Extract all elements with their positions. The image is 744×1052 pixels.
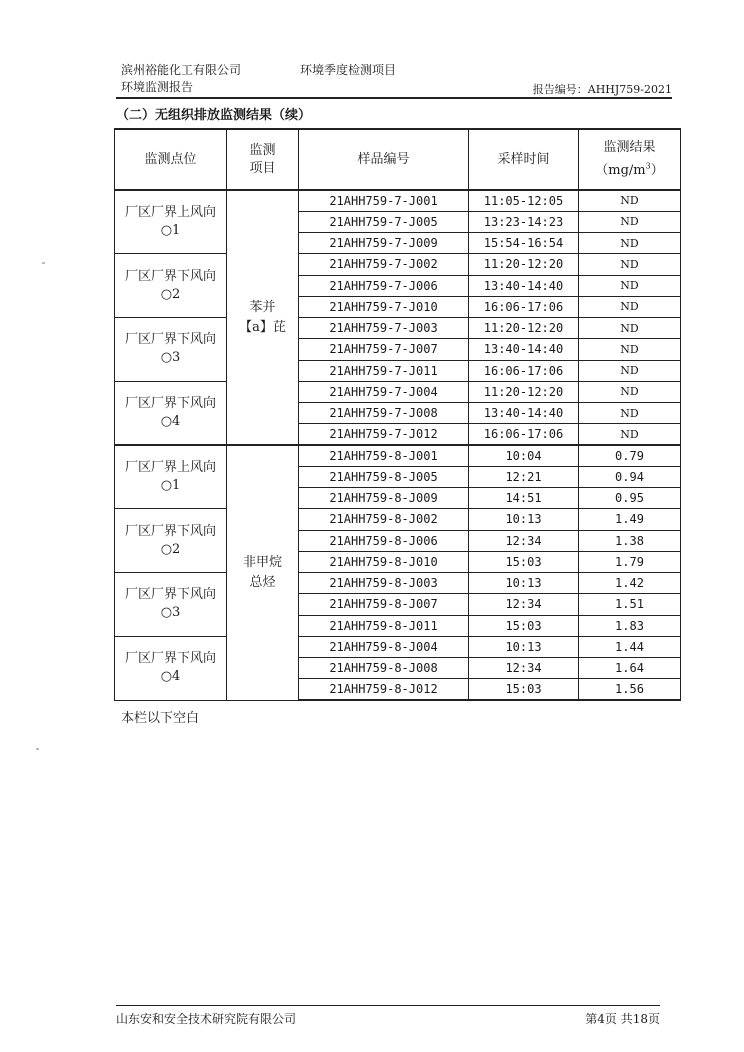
report-number: 报告编号：AHHJ759-2021 <box>532 83 672 96</box>
result-value: ND <box>579 318 681 339</box>
sampling-time: 10:13 <box>469 573 579 594</box>
sample-number: 21AHH759-7-J001 <box>299 190 469 211</box>
scan-speck <box>36 748 39 750</box>
header-sampling-time: 采样时间 <box>469 129 579 190</box>
sampling-time: 13:23-14:23 <box>469 211 579 232</box>
table-row <box>115 636 681 657</box>
result-value: 0.79 <box>579 445 681 466</box>
monitoring-point: 厂区厂界下风向○3 <box>115 573 227 637</box>
footer-organization: 山东安和安全技术研究院有限公司 <box>116 1012 297 1026</box>
result-value: 1.51 <box>579 594 681 615</box>
sample-number: 21AHH759-8-J009 <box>299 488 469 509</box>
result-value: 1.38 <box>579 530 681 551</box>
result-value: 1.49 <box>579 509 681 530</box>
result-value: ND <box>579 360 681 381</box>
sample-number: 21AHH759-8-J011 <box>299 615 469 636</box>
header-result-unit: $(mg/m^3)$ <box>595 161 664 178</box>
section-title: （二）无组织排放监测结果（续） <box>116 108 312 123</box>
monitoring-point: 厂区厂界下风向○2 <box>115 509 227 573</box>
result-value: ND <box>579 403 681 424</box>
report-type: 环境监测报告 <box>121 80 194 94</box>
table-row <box>115 318 681 339</box>
result-value: ND <box>579 211 681 232</box>
result-value: 1.42 <box>579 573 681 594</box>
result-value: ND <box>579 381 681 402</box>
sampling-time: 12:34 <box>469 530 579 551</box>
result-value: ND <box>579 233 681 254</box>
footer-divider <box>116 1005 660 1006</box>
result-value: ND <box>579 254 681 275</box>
blank-note: 本栏以下空白 <box>121 711 200 726</box>
sample-number: 21AHH759-8-J002 <box>299 509 469 530</box>
sampling-time: 10:13 <box>469 636 579 657</box>
sample-number: 21AHH759-7-J007 <box>299 339 469 360</box>
sampling-time: 11:05-12:05 <box>469 190 579 211</box>
result-value: 1.64 <box>579 658 681 679</box>
monitoring-results-table <box>114 128 681 701</box>
result-value: 1.79 <box>579 551 681 572</box>
sample-number: 21AHH759-8-J012 <box>299 679 469 700</box>
header-point: 监测点位 <box>115 129 227 190</box>
header-sample-no: 样品编号 <box>299 129 469 190</box>
sampling-time: 15:03 <box>469 615 579 636</box>
sample-number: 21AHH759-7-J011 <box>299 360 469 381</box>
header-item-line1: 监测 <box>249 142 276 158</box>
sample-number: 21AHH759-8-J001 <box>299 445 469 466</box>
monitoring-point: 厂区厂界下风向○3 <box>115 318 227 382</box>
scan-speck <box>42 262 45 264</box>
result-value: ND <box>579 296 681 317</box>
table-row <box>115 381 681 402</box>
sampling-time: 12:34 <box>469 658 579 679</box>
result-value: ND <box>579 424 681 445</box>
monitoring-item: 非甲烷总烃 <box>227 445 299 700</box>
sample-number: 21AHH759-8-J003 <box>299 573 469 594</box>
monitoring-item: 苯并【a】芘 <box>227 190 299 445</box>
header-result <box>579 129 681 190</box>
sampling-time: 14:51 <box>469 488 579 509</box>
sampling-time: 15:54-16:54 <box>469 233 579 254</box>
result-value: ND <box>579 275 681 296</box>
sample-number: 21AHH759-7-J012 <box>299 424 469 445</box>
header-item <box>227 129 299 190</box>
project-name: 环境季度检测项目 <box>300 63 397 77</box>
sample-number: 21AHH759-8-J004 <box>299 636 469 657</box>
result-value: ND <box>579 190 681 211</box>
sampling-time: 16:06-17:06 <box>469 360 579 381</box>
monitoring-point: 厂区厂界上风向○1 <box>115 190 227 254</box>
sample-number: 21AHH759-7-J004 <box>299 381 469 402</box>
footer-page-number: 第4页 共18页 <box>585 1012 660 1026</box>
sample-number: 21AHH759-7-J008 <box>299 403 469 424</box>
monitoring-point: 厂区厂界下风向○4 <box>115 381 227 445</box>
monitoring-point: 厂区厂界上风向○1 <box>115 445 227 509</box>
result-value: ND <box>579 339 681 360</box>
sampling-time: 16:06-17:06 <box>469 424 579 445</box>
header-divider <box>116 97 672 99</box>
table-header-row <box>115 129 681 190</box>
result-value: 1.83 <box>579 615 681 636</box>
result-value: 1.56 <box>579 679 681 700</box>
table-row <box>115 509 681 530</box>
sampling-time: 15:03 <box>469 679 579 700</box>
sampling-time: 12:34 <box>469 594 579 615</box>
company-name: 滨州裕能化工有限公司 <box>121 63 242 77</box>
sample-number: 21AHH759-8-J007 <box>299 594 469 615</box>
sample-number: 21AHH759-7-J005 <box>299 211 469 232</box>
sampling-time: 13:40-14:40 <box>469 339 579 360</box>
sample-number: 21AHH759-8-J010 <box>299 551 469 572</box>
table-row <box>115 190 681 211</box>
monitoring-point: 厂区厂界下风向○2 <box>115 254 227 318</box>
result-value: 0.95 <box>579 488 681 509</box>
sampling-time: 13:40-14:40 <box>469 403 579 424</box>
sampling-time: 11:20-12:20 <box>469 254 579 275</box>
sampling-time: 11:20-12:20 <box>469 381 579 402</box>
sample-number: 21AHH759-8-J008 <box>299 658 469 679</box>
table-body <box>115 190 681 700</box>
sample-number: 21AHH759-7-J002 <box>299 254 469 275</box>
sampling-time: 13:40-14:40 <box>469 275 579 296</box>
sample-number: 21AHH759-7-J009 <box>299 233 469 254</box>
monitoring-point: 厂区厂界下风向○4 <box>115 636 227 700</box>
table-row <box>115 254 681 275</box>
sampling-time: 12:21 <box>469 466 579 487</box>
sample-number: 21AHH759-8-J006 <box>299 530 469 551</box>
header-result-line1: 监测结果 <box>603 140 656 156</box>
sample-number: 21AHH759-7-J006 <box>299 275 469 296</box>
sampling-time: 15:03 <box>469 551 579 572</box>
sample-number: 21AHH759-8-J005 <box>299 466 469 487</box>
sampling-time: 11:20-12:20 <box>469 318 579 339</box>
sample-number: 21AHH759-7-J010 <box>299 296 469 317</box>
sampling-time: 10:04 <box>469 445 579 466</box>
table-row <box>115 573 681 594</box>
header-item-line2: 项目 <box>249 160 276 176</box>
result-value: 1.44 <box>579 636 681 657</box>
result-value: 0.94 <box>579 466 681 487</box>
sample-number: 21AHH759-7-J003 <box>299 318 469 339</box>
sampling-time: 10:13 <box>469 509 579 530</box>
table-row <box>115 445 681 466</box>
sampling-time: 16:06-17:06 <box>469 296 579 317</box>
